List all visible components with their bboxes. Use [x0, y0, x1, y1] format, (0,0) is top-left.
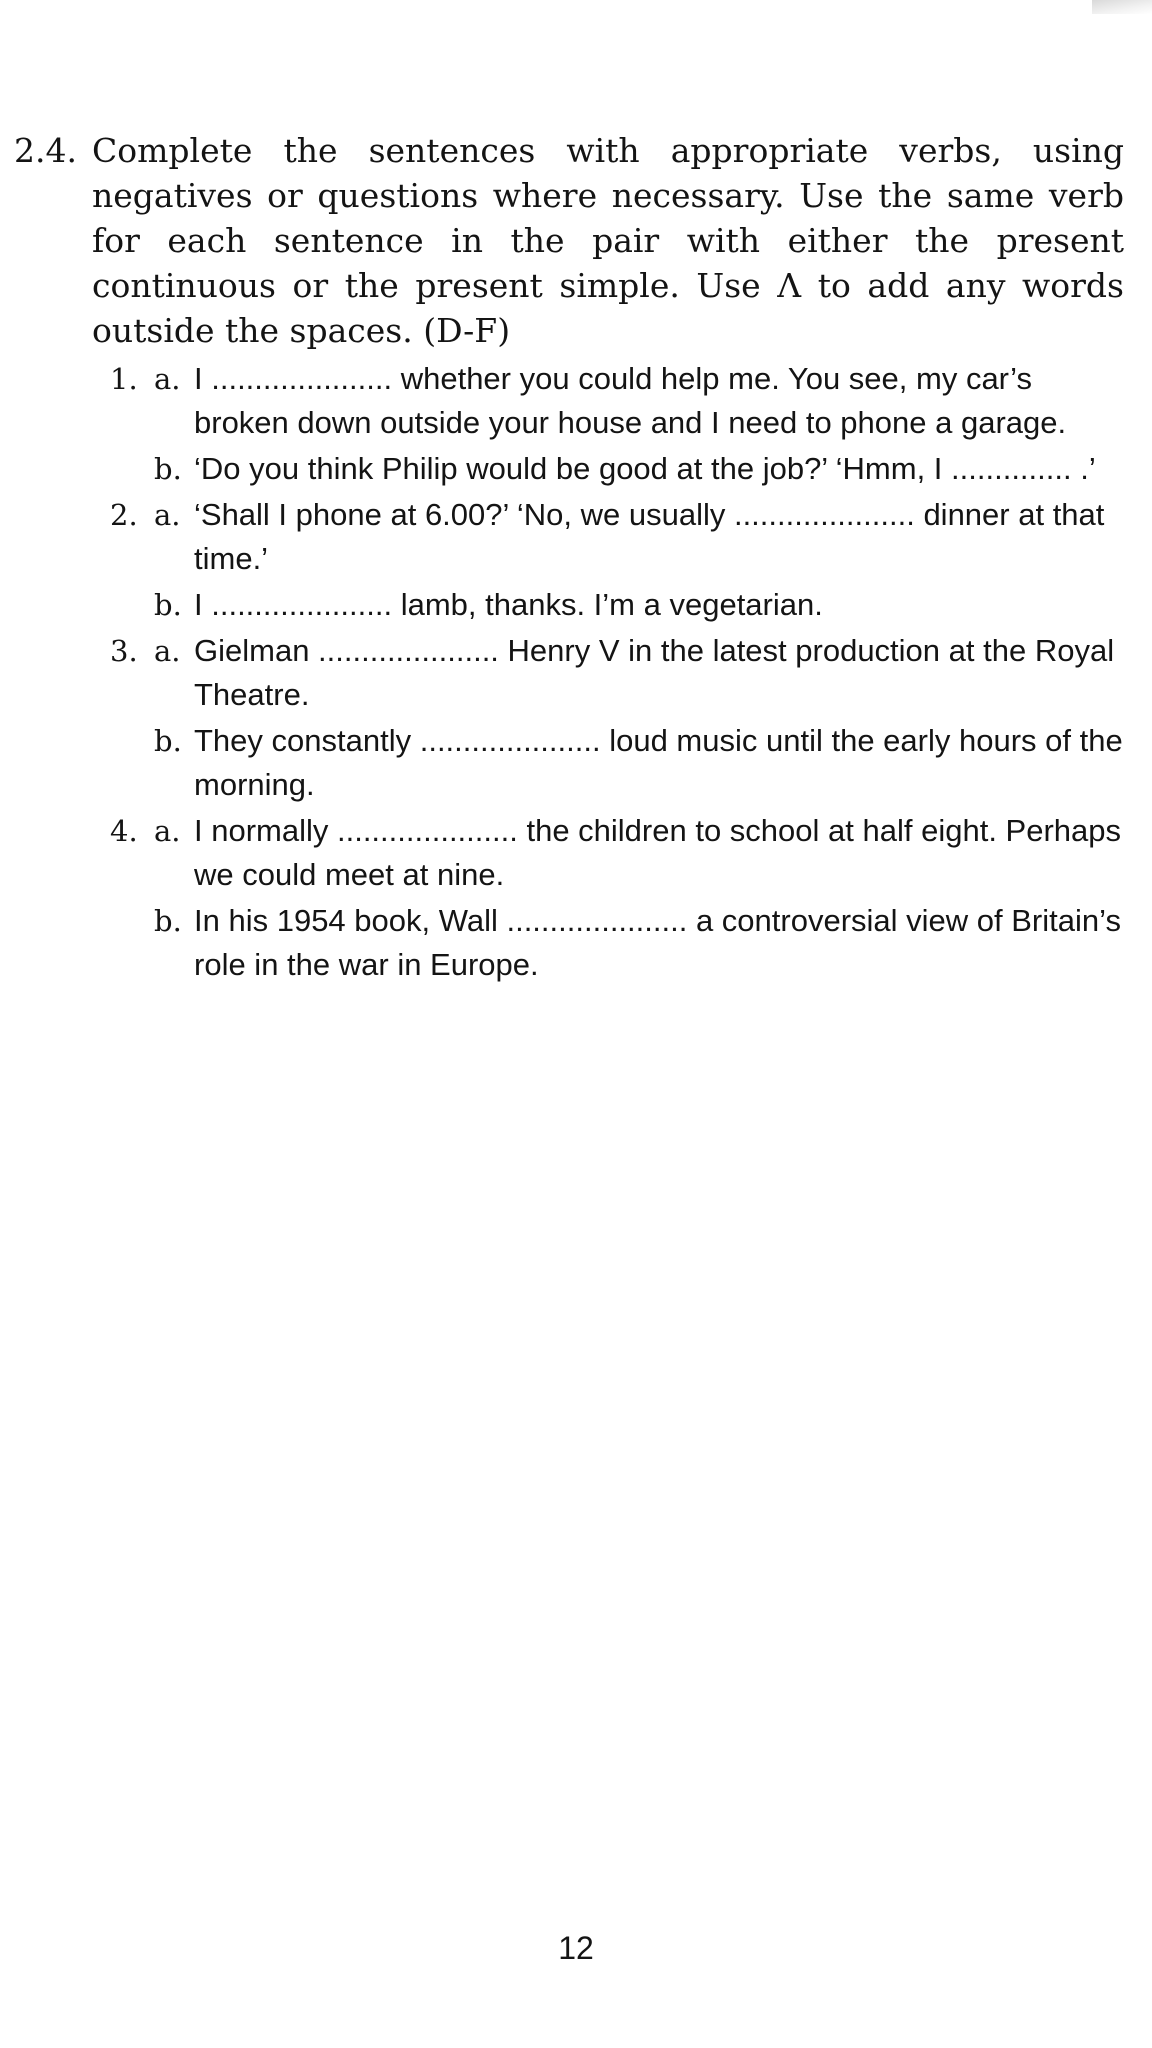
item-number: 3.: [110, 634, 138, 668]
item-number: 1.: [110, 362, 138, 396]
part-label: a.: [154, 362, 181, 396]
part-label: a.: [154, 634, 181, 668]
exercise-item-1: [14, 357, 1124, 491]
sentence-text: ‘Shall I phone at 6.00?’ ‘No, we usually ..................... dinner at that time.’: [194, 497, 1105, 576]
sentence-text: I normally ..................... the children to school at half eight. Perhaps we could meet at nine.: [194, 813, 1122, 892]
item-3-part-b: [154, 719, 1124, 807]
part-label: b.: [154, 724, 182, 758]
item-3-part-a: [110, 629, 1124, 717]
exercise-2-4: [14, 128, 1124, 989]
sentence-text: They constantly ..................... loud music until the early hours of the morning.: [194, 723, 1123, 802]
sentence-text: I ..................... whether you could help me. You see, my car’s broken down outside your house and I need to phone a garage.: [194, 361, 1067, 440]
part-label: b.: [154, 904, 182, 938]
sentence-text: ‘Do you think Philip would be good at the job?’ ‘Hmm, I .............. .’: [194, 451, 1096, 486]
item-number: 2.: [110, 498, 138, 532]
item-number: 4.: [110, 814, 138, 848]
sentence-text: In his 1954 book, Wall ..................... a controversial view of Britain’s role in the war in Europe.: [194, 903, 1121, 982]
item-1-part-b: [154, 447, 1124, 491]
part-label: a.: [154, 498, 181, 532]
page-number: 12: [558, 1930, 594, 1966]
exercise-item-2: [14, 493, 1124, 627]
exercise-number: 2.4.: [14, 131, 77, 170]
page-corner-shadow: [1092, 0, 1152, 14]
part-label: b.: [154, 588, 182, 622]
part-label: b.: [154, 452, 182, 486]
item-2-part-b: [154, 583, 1124, 627]
item-4-part-a: [110, 809, 1124, 897]
exercise-item-3: [14, 629, 1124, 807]
item-1-part-a: [110, 357, 1124, 445]
part-label: a.: [154, 814, 181, 848]
exercise-item-4: [14, 809, 1124, 987]
sentence-text: I ..................... lamb, thanks. I’m a vegetarian.: [194, 587, 823, 622]
exercise-items: [14, 357, 1124, 987]
item-4-part-b: [154, 899, 1124, 987]
exercise-instruction: Complete the sentences with appropriate verbs, using negatives or questions where necessary. Use the same verb for each sentence in the pair with either the present continuous or the present simple. Use Λ to add any words outside the spaces. (D-F): [92, 131, 1124, 350]
sentence-text: Gielman ..................... Henry V in the latest production at the Royal Theatre.: [194, 633, 1115, 712]
item-2-part-a: [110, 493, 1124, 581]
exercise-header: [14, 128, 1124, 353]
